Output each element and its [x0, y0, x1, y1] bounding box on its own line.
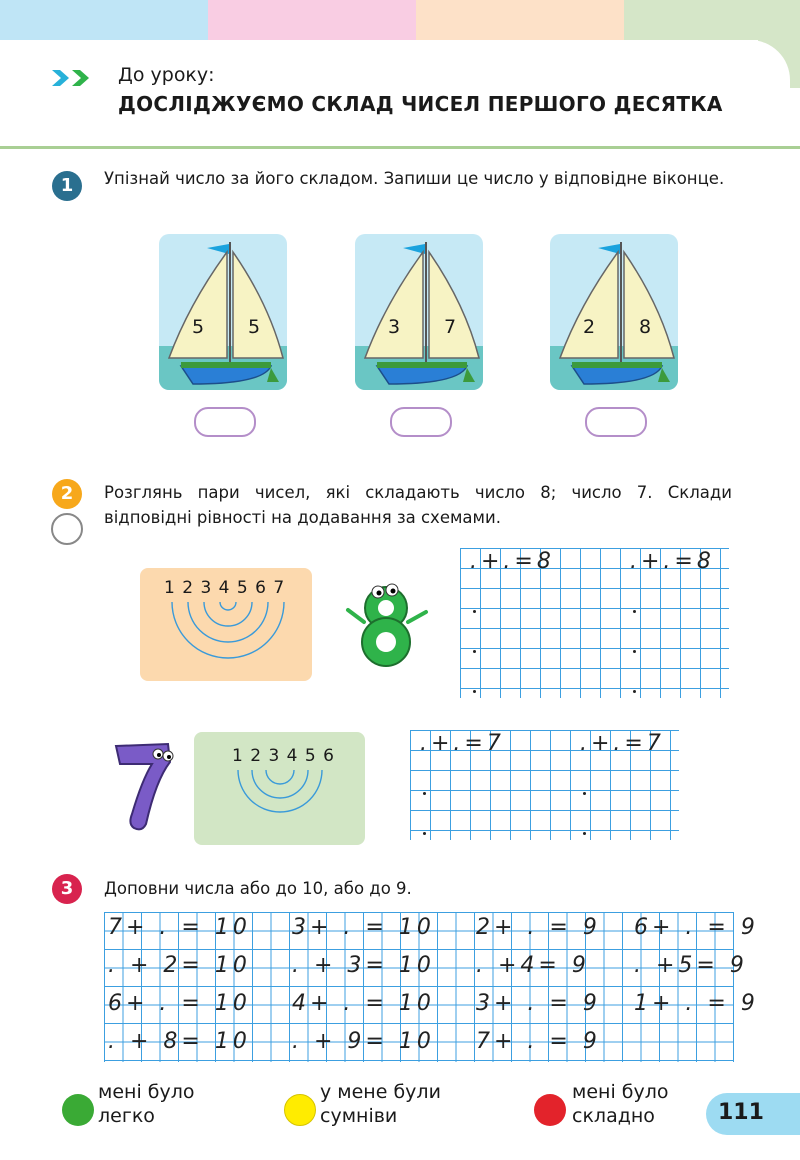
page-number: 111	[718, 1100, 764, 1125]
t3-r3-c1: 6+ . = 10	[108, 991, 251, 1016]
task-1-badge: 1	[52, 171, 82, 201]
doubt-label	[320, 1080, 441, 1128]
pairs-8-sequence: 1 2 3 4 5 6 7	[164, 578, 286, 598]
sail-left-number: 5	[192, 316, 205, 338]
sail-right-number: 8	[639, 316, 652, 338]
dot-marker	[473, 690, 476, 693]
sailboat-icon	[550, 234, 678, 390]
top-bar-pink	[208, 0, 416, 40]
sailboat-icon	[159, 234, 287, 390]
boat-card-1	[159, 234, 287, 390]
equation-7-a: .+.=7	[420, 731, 505, 756]
t3-r2-c3: . +4= 9	[476, 953, 590, 978]
dot-marker	[423, 832, 426, 835]
answer-box-3[interactable]	[585, 407, 647, 437]
equation-7-b: .+.=7	[580, 731, 665, 756]
sail-left-number: 3	[388, 316, 401, 338]
easy-line-2: легко	[98, 1105, 155, 1127]
pairs-8-arcs	[140, 568, 312, 681]
doubt-line-1: у мене були	[320, 1081, 441, 1103]
sailboat-icon	[355, 234, 483, 390]
t3-r2-c1: . + 2= 10	[108, 953, 251, 978]
sail-left-number: 2	[583, 316, 596, 338]
task-3-badge: 3	[52, 874, 82, 904]
dot-marker	[633, 650, 636, 653]
dot-marker	[473, 610, 476, 613]
answer-box-1[interactable]	[194, 407, 256, 437]
task-2-badge: 2	[52, 479, 82, 509]
doubt-line-2: сумніви	[320, 1105, 398, 1127]
t3-r1-c4: 6+ . = 9	[634, 915, 759, 940]
pairs-7-sequence: 1 2 3 4 5 6	[232, 746, 335, 766]
pairs-7-arcs	[194, 732, 365, 845]
pairs-7-scheme	[194, 732, 365, 845]
green-circle-icon[interactable]	[62, 1094, 94, 1126]
easy-label	[98, 1080, 195, 1128]
sail-right-number: 5	[248, 316, 261, 338]
t3-r1-c3: 2+ . = 9	[476, 915, 601, 940]
pairs-8-scheme	[140, 568, 312, 681]
dot-marker	[423, 792, 426, 795]
task-1-text: Упізнай число за його складом. Запиши це число у відповідне віконце.	[104, 169, 725, 188]
yellow-circle-icon[interactable]	[284, 1094, 316, 1126]
boat-card-2	[355, 234, 483, 390]
top-bar-blue	[0, 0, 208, 40]
equation-8-a: .+.=8	[470, 549, 555, 574]
lesson-title: ДОСЛІДЖУЄМО СКЛАД ЧИСЕЛ ПЕРШОГО ДЕСЯТКА	[118, 92, 723, 116]
dot-marker	[473, 650, 476, 653]
t3-r3-c2: 4+ . = 10	[292, 991, 435, 1016]
dot-marker	[583, 792, 586, 795]
task-3-text: Доповни числа або до 10, або до 9.	[104, 879, 412, 898]
top-bar-green	[624, 0, 800, 40]
answer-box-2[interactable]	[390, 407, 452, 437]
dot-marker	[633, 610, 636, 613]
t3-r3-c4: 1+ . = 9	[634, 991, 759, 1016]
number-7-character-icon	[112, 740, 176, 832]
header-divider	[0, 146, 800, 149]
hard-label	[572, 1080, 669, 1128]
t3-r4-c1: . + 8= 10	[108, 1029, 251, 1054]
lesson-subtitle: До уроку:	[118, 64, 215, 86]
boat-card-3	[550, 234, 678, 390]
number-8-character-icon	[340, 578, 432, 670]
t3-r3-c3: 3+ . = 9	[476, 991, 601, 1016]
hard-line-1: мені було	[572, 1081, 669, 1103]
equation-8-b: .+.=8	[630, 549, 715, 574]
top-bar-orange	[416, 0, 624, 40]
task-2-text: Розглянь пари чисел, які складають число 8; число 7. Склади відповідні рівності на додавання за схемами.	[104, 483, 732, 527]
red-circle-icon[interactable]	[534, 1094, 566, 1126]
hard-line-2: складно	[572, 1105, 655, 1127]
easy-line-1: мені було	[98, 1081, 195, 1103]
t3-r1-c1: 7+ . = 10	[108, 915, 251, 940]
t3-r1-c2: 3+ . = 10	[292, 915, 435, 940]
t3-r2-c4: . +5= 9	[634, 953, 748, 978]
t3-r4-c3: 7+ . = 9	[476, 1029, 601, 1054]
dot-marker	[633, 690, 636, 693]
double-chevron-icon	[50, 68, 94, 88]
task-2-check-circle[interactable]	[51, 513, 83, 545]
dot-marker	[583, 832, 586, 835]
sail-right-number: 7	[444, 316, 457, 338]
t3-r4-c2: . + 9= 10	[292, 1029, 435, 1054]
t3-r2-c2: . + 3= 10	[292, 953, 435, 978]
